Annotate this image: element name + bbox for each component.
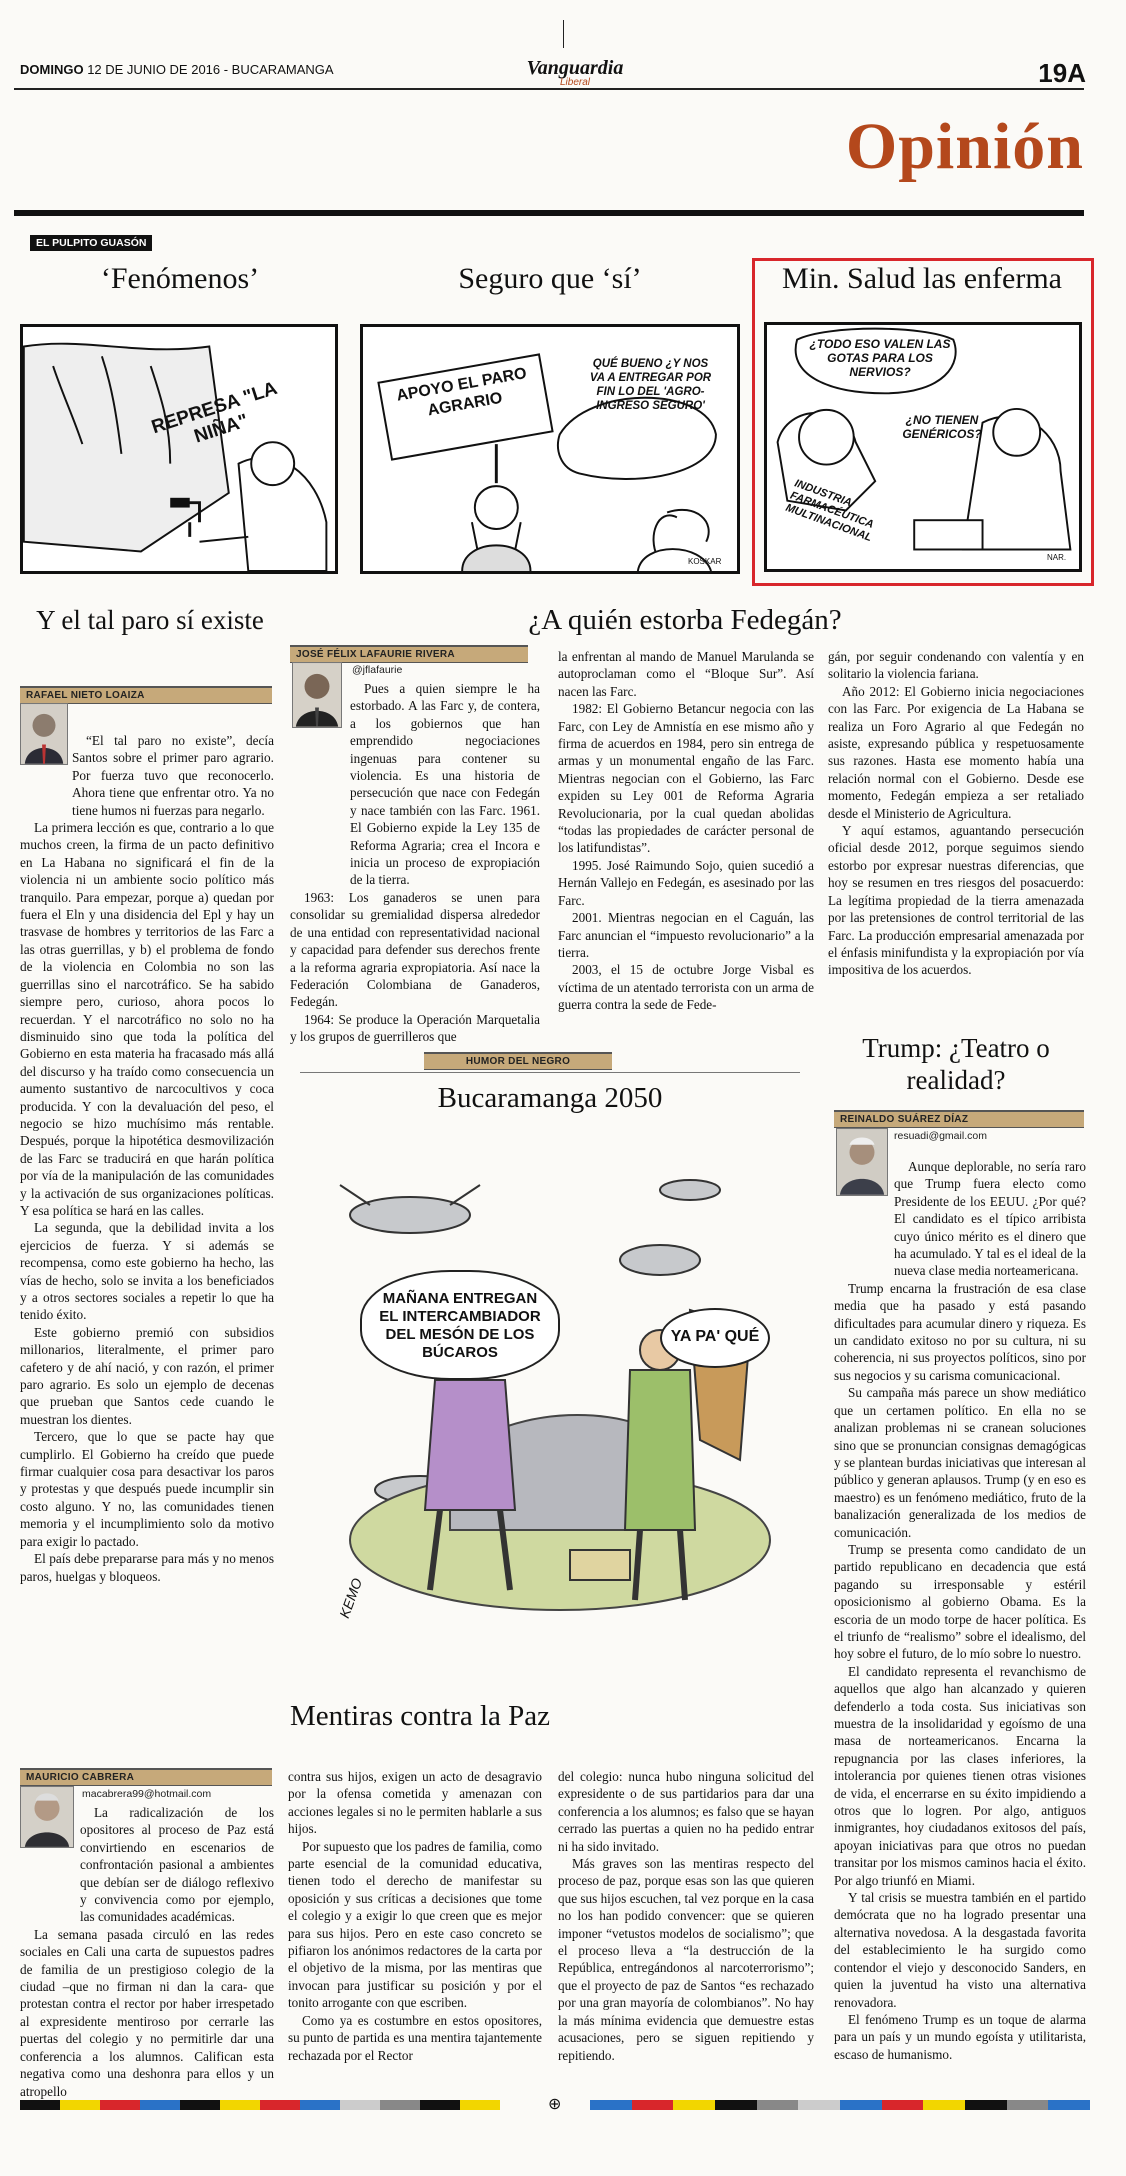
article2-col2-p3: 1995. José Raimundo Sojo, quien sucedió a Hernán Vallejo en Fedegán, es asesinado por las Farc. bbox=[558, 857, 814, 908]
panel1-title: ‘Fenómenos’ bbox=[100, 262, 260, 295]
panel1-caption: REPRESA "LA NIÑA" bbox=[149, 377, 280, 448]
panel2-bubble: QUÉ BUENO ¿Y NOS VA A ENTREGAR POR FIN LO DEL 'AGRO-INGRESO SEGURO' bbox=[589, 358, 712, 412]
panel3-tag: INDUSTRIA FARMACÉUTICA MULTINACIONAL bbox=[783, 477, 875, 545]
article3-p4: Trump se presenta como candidato de un partido republicano en decadencia que está pagando su irresponsable y estéril oposicionismo al gobierno Obama. Es la escoria de un modo torpe de hacer política. Es el triunfo de “realismo” sobre el idealismo, del hoy sobre el futuro, de lo mío sobre lo nuestro. bbox=[834, 1541, 1086, 1662]
article2-col2-p1: la enfrentan al mando de Manuel Marulanda se autoproclaman como el “Bloque Sur”. Así nacen las Farc. bbox=[558, 649, 814, 699]
panel3-bubble1: ¿TODO ESO VALEN LAS GOTAS PARA LOS NERVIOS? bbox=[809, 337, 951, 379]
article3-p7: El fenómeno Trump es un toque de alarma para un país y un mundo egoísta y utilitarista, escaso de humanismo. bbox=[834, 2011, 1086, 2062]
article1-p5: Tercero, que lo que se pacte hay que cumplirlo. El Gobierno ha creído que puede firmar cualquier cosa para desactivar los paros y protestas y que después puede incumplir sin costo alguno. Y no, las comunidades tienen memoria y el incumplimiento solo da motivo para exigir lo pactado. bbox=[20, 1429, 274, 1549]
cartoon-bubble2: YA PA' QUÉ bbox=[660, 1308, 770, 1368]
article3-p1: Aunque deplorable, no sería raro que Trump fuera electo como Presidente de los EEUU. ¿Por qué? El candidato es el típico arribista cuyo único mérito es el dinero que ha acumulado. Y tal es el ideal de la nueva clase media norteamericana. bbox=[894, 1159, 1086, 1279]
article4-col2-p2: Por supuesto que los padres de familia, como parte esencial de la comunidad educativa, tienen todo el derecho de manifestar su oposición y sus críticas a decisiones que tome el colegio y a exigir lo que creen que es mejor para sus hijos. Pero en este caso concreto se pifiaron los anónimos redactores de la carta por el objetivo de la misma, por las mentiras que invocan para justificar su posición y por el tonito arrogante con que escriben. bbox=[288, 1838, 542, 2011]
masthead-logo bbox=[520, 58, 630, 88]
cartoon-label: HUMOR DEL NEGRO bbox=[424, 1052, 612, 1070]
article2-author: JOSÉ FÉLIX LAFAURIE RIVERA bbox=[290, 645, 528, 663]
article3-author: REINALDO SUÁREZ DÍAZ bbox=[834, 1110, 1084, 1128]
panel2-sign: APOYO EL PARO AGRARIO bbox=[377, 353, 553, 460]
color-bar-left bbox=[20, 2100, 500, 2110]
cartoon-signature: KEMO bbox=[336, 1575, 366, 1621]
article4-author: MAURICIO CABRERA bbox=[20, 1768, 272, 1786]
article2-col3 bbox=[828, 648, 1084, 979]
article2-col2-p4: 2001. Mientras negocian en el Caguán, las Farc anuncian el “impuesto revolucionario” a la tierra. bbox=[558, 910, 814, 960]
section-title: Opinión bbox=[845, 110, 1084, 183]
article1-body bbox=[20, 732, 274, 1585]
panel2-signature: KOSKAR bbox=[688, 557, 722, 566]
article4-col2-p3: Como ya es costumbre en estos opositores, su punto de partida es una mentira tajantemente rechazada por el Rector bbox=[288, 2012, 542, 2063]
article3-p3: Su campaña más parece un show mediático que un certamen político. En ella no se analizan problemas ni se cranean soluciones sino que se pronuncian consignas demagógicas y se plantean burdas iniciativas que interesan al público y generan aplausos. Trump (y en eso es maestro) es un fenómeno mediático, fruto de la banalización generalizada de los medios de comunicación. bbox=[834, 1385, 1086, 1540]
article3-p6: Y tal crisis se muestra también en el partido demócrata que no ha logrado presentar una alternativa novedosa. A la desgastada favorita del establecimiento le ha surgido como contendor el viejo y desconocido Sanders, en quien la juventud ha visto una alternativa renovadora. bbox=[834, 1890, 1086, 2010]
logo-text: Vanguardia bbox=[526, 57, 624, 79]
article4-col1-p2: La semana pasada circuló en las redes sociales en Cali una carta de supuestos padres de familia de un prestigioso colegio de la ciudad –que no firman ni dan la cara- que protestan contra el rector por haber irrespetado al expresidente mentiroso por cerrarle las puertas del colegio y no permitirle dar una conferencia a los alumnos. Califican esta negativa como una deshonra para ellos y un atropello bbox=[20, 1926, 274, 2099]
article3-p2: Trump encarna la frustración de esa clase media que ha pasado y está pasando dificultades para acumular dinero y riqueza. Es un candidato exitoso no por su cultura, ni su coherencia, ni sus proyectos políticos, sino por sus negocios y su carisma comunicacional. bbox=[834, 1280, 1086, 1383]
article4-col3-p1: del colegio: nunca hubo ninguna solicitud del expresidente o de sus partidarios para dar una conferencia a los alumnos; es falso que se hayan cerrado las puertas a quien no ha pedido entrar ni ha sido invitado. bbox=[558, 1769, 814, 1854]
article4-col3 bbox=[558, 1768, 814, 2064]
section-rule bbox=[14, 210, 1084, 216]
article3-p5: El candidato representa el revanchismo de aquellos que algo han alcanzado y quieren defenderlo a toda costa. Sus iniciativas son muestra de la insolidaridad y egoísmo de una masa de norteamericanos. Encarna la repugnancia por las clases inferiores, la intolerancia por quienes tienen otras visiones de vida, el encerrarse en su éxito impidiendo a otros que lo logren. Por algo, antiguos inmigrantes, hoy ciudadanos exitosos del país, apoyan iniciativas para que otros no puedan transitar por los mismos caminos hacia el éxito. Por algo triunfó en Miami. bbox=[834, 1663, 1086, 1888]
article1-title: Y el tal paro sí existe bbox=[36, 605, 264, 635]
article2-col1-p3: 1964: Se produce la Operación Marquetalia y los grupos de guerrilleros que bbox=[290, 1011, 540, 1045]
article2-title: ¿A quién estorba Fedegán? bbox=[528, 604, 842, 636]
registration-mark bbox=[563, 20, 564, 48]
masthead-rule bbox=[14, 88, 1084, 90]
article4-col3-p2: Más graves son las mentiras respecto del proceso de paz, porque esas son las que quieren que sus hijos escuchen, tal vez porque en la casa no los han podido convencer: que se quieren imponer “vetustos modelos de socialismo”; que el proceso lleva a “la destrucción de la República, entregándonos al narcoterrorismo”; que el proyecto de paz de Santos “es rechazado por una gran mayoría de colombianos”. No hay la más mínima evidencia que demuestre estas acusaciones, pero se siguen repitiendo y repitiendo. bbox=[558, 1856, 814, 2063]
cartoon-title: Bucaramanga 2050 bbox=[437, 1082, 663, 1114]
cartoon-panel-3 bbox=[764, 322, 1082, 572]
cartoon-main-drawing bbox=[330, 1130, 800, 1630]
article1-p6: El país debe prepararse para más y no menos paros, huelgas y bloqueos. bbox=[20, 1551, 274, 1584]
panel3-bubble2: ¿NO TIENEN GENÉRICOS? bbox=[902, 413, 982, 441]
article2-col3-p2: Año 2012: El Gobierno inicia negociaciones con las Farc. Por exigencia de La Habana se realiza un Foro Agrario al que Fedegán no asiste, expresando pública y respetuosamente sus razones. Hasta ese momento había una relación normal con el Gobierno. Desde ese momento, Fedegán empieza a ser retaliado desde el Ministerio de Agricultura. bbox=[828, 683, 1084, 821]
article1-p3: La segunda, que la debilidad invita a los ejercicios de fuerza. Y si además se recompensa, como este gobierno ha hecho, las vías de hecho, solo se invita a los beneficiados y a otros sectores sociales a repetir lo que ha tenido éxito. bbox=[20, 1220, 274, 1323]
article1-p2: La primera lección es que, contrario a lo que muchos creen, la firma de un pacto definitivo en La Habana no significará el fin de la violencia ni un ambiente socio político más tranquilo. Para empezar, porque a) quedan por fuera el Eln y una disidencia del Epl y hay un trasvase de hombres y territorios de las Farc a las otras guerrillas, y b) el problema de fondo de la violencia en Colombia no son las guerrillas sino el narcotráfico. Se ha sabido siempre pero, curioso, ahora pocos lo recuerdan. Y el narcotráfico no solo no ha disminuido sino que toda la política del Gobierno en esta materia ha fracasado más allá del discurso y ha traído como consecuencia un aumento sustantivo de narcocultivos y coca producida. Y con la devaluación del peso, el negocio se hizo muchísimo más rentable. Después, porque la hipotética desmovilización de las Farc se traducirá en que harán política por vía de la manipulación de las comunidades y la activación de sus organizaciones políticas. Y esa política se hará en las calles. bbox=[20, 820, 274, 1218]
article2-col3-p1: gán, por seguir condenando con valentía y en solitario la violencia fariana. bbox=[828, 649, 1084, 682]
article3-email: resuadi@gmail.com bbox=[894, 1130, 987, 1142]
article1-p4: Este gobierno premió con subsidios millonarios, literalmente, el primer paro cafetero y de ahí nació, y con razón, el primer paro agrario. Es solo un ejemplo de decenas que prueban que Santos cede cuando le muestran los dientes. bbox=[20, 1324, 274, 1427]
panel3-signature: NAR. bbox=[1047, 553, 1067, 562]
article4-col1 bbox=[20, 1804, 274, 2100]
article2-col2-p5: 2003, el 15 de octubre Jorge Visbal es víctima de un atentado terrorista con un arma de guerra contra la sede de Fede- bbox=[558, 962, 814, 1013]
article2-col1 bbox=[290, 680, 540, 1046]
article2-col2-p2: 1982: El Gobierno Betancur negocia con las Farc, con Ley de Amnistía en ese mismo año y firma de acuerdos en 1984, pero sin entrega de armas y un monumental engaño de las Farc. Mientras negocian con el Gobierno, las Farc expiden su Ley 001 de Reforma Agraria Revolucionaria, por la cual quedan abolidas “todas las propiedades de carácter personal de los latifundistas”. bbox=[558, 701, 814, 856]
article4-col2-p1: contra sus hijos, exigen un acto de desagravio por la ofensa cometida y amenazan con acciones legales si no le permiten hablarle a sus hijos. bbox=[288, 1769, 542, 1837]
article4-title: Mentiras contra la Paz bbox=[289, 1700, 551, 1732]
registration-crosshair-icon: ⊕ bbox=[548, 2096, 562, 2113]
cartoon-bubble1: MAÑANA ENTREGAN EL INTERCAMBIADOR DEL MESÓN DE LOS BÚCAROS bbox=[360, 1270, 560, 1380]
color-bar-right bbox=[590, 2100, 1090, 2110]
article2-col2 bbox=[558, 648, 814, 1014]
panel2-title: Seguro que ‘sí’ bbox=[458, 262, 642, 295]
article3-title: Trump: ¿Teatro o realidad? bbox=[862, 1033, 1050, 1095]
article1-author: RAFAEL NIETO LOAIZA bbox=[20, 686, 272, 704]
article3-body bbox=[834, 1158, 1086, 2063]
masthead-day: DOMINGO bbox=[20, 62, 84, 77]
article4-col1-p1: La radicalización de los opositores al proceso de Paz está convirtiendo en escenarios de confrontación pasional a ambientes que debían ser de diálogo reflexivo y convivencia como por ejemplo, las comunidades académicas. bbox=[80, 1805, 274, 1925]
article2-col1-p2: 1963: Los ganaderos se unen para consolidar su gremialidad dispersa alrededor de una entidad con representatividad nacional y capacidad para defender sus derechos frente a la reforma agraria expropiatoria. Así nace la Federación Colombiana de Ganaderos, Fedegán. bbox=[290, 889, 540, 1010]
article1-p1: “El tal paro no existe”, decía Santos sobre el primer paro agrario. Por fuerza tuvo que reconocerlo. Ahora tiene que enfrentar otro. Ya no tiene humos ni fuerzas para negarlo. bbox=[72, 733, 274, 818]
strip-label: EL PULPITO GUASÓN bbox=[30, 235, 152, 251]
cartoon-main bbox=[330, 1130, 800, 1630]
article2-handle: @jflafaurie bbox=[352, 664, 403, 676]
cartoon-panel-1 bbox=[20, 324, 338, 574]
cartoon-rule bbox=[300, 1072, 800, 1073]
masthead-date-text: 12 DE JUNIO DE 2016 - BUCARAMANGA bbox=[87, 62, 334, 77]
article4-email: macabrera99@hotmail.com bbox=[82, 1788, 212, 1800]
page-number: 19A bbox=[1038, 58, 1086, 88]
article4-col2 bbox=[288, 1768, 542, 2064]
article2-col3-p3: Y aquí estamos, aguantando persecución oficial desde 2012, porque seguimos siendo estorbo por expresar nuestras diferencias, que hoy se resumen en tres riesgos del posacuerdo: La legítima propiedad de la tierra amenazada por las pretensiones de control territorial de las Farc. La producción empresarial amenazada por el énfasis minifundista y la expropiación por vía impositiva de los acuerdos. bbox=[828, 823, 1084, 978]
cartoon-panel-2 bbox=[360, 324, 740, 574]
article2-col1-p1: Pues a quien siempre le ha estorbado. A las Farc y, de contera, a los gobiernos que han emprendido negociaciones ingenuas para contener su violencia. Es una historia de persecución que nace con Fedegán y nace también con las Farc. 1961. El Gobierno expide la Ley 135 de Reforma Agraria; crea el Incora e inicia un proceso de expropiación de la tierra. bbox=[350, 681, 540, 888]
panel3-title: Min. Salud las enferma bbox=[782, 262, 1062, 295]
masthead-date bbox=[20, 62, 334, 77]
logo-subtext: Liberal bbox=[559, 77, 591, 88]
